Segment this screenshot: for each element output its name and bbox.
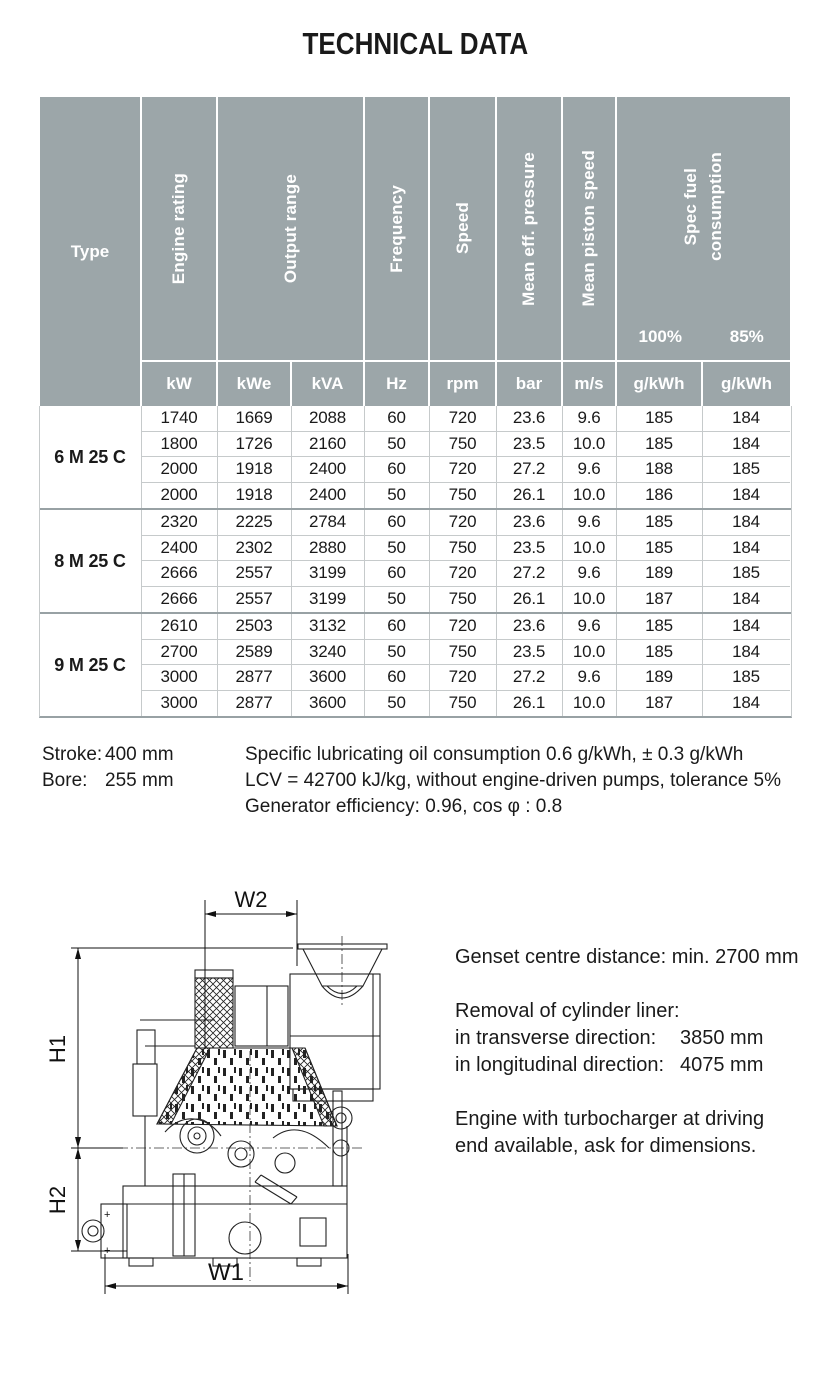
table-cell: 185 <box>703 665 790 691</box>
table-cell: 1800 <box>142 432 218 458</box>
table-cell: 2557 <box>218 587 292 613</box>
table-cell: 50 <box>365 691 430 717</box>
table-header <box>40 97 790 406</box>
dim-label-h2: H2 <box>45 1185 70 1215</box>
table-cell: 187 <box>617 587 703 613</box>
unit-gkwh-85: g/kWh <box>703 360 790 406</box>
table-cell: 1918 <box>218 483 292 509</box>
table-cell: 2000 <box>142 483 218 509</box>
table-cell: 10.0 <box>563 640 617 666</box>
table-cell: 60 <box>365 561 430 587</box>
table-cell: 187 <box>617 691 703 717</box>
table-cell: 2302 <box>218 536 292 562</box>
svg-text:+: + <box>104 1209 111 1221</box>
table-cell: 50 <box>365 536 430 562</box>
table-cell: 3000 <box>142 691 218 717</box>
table-cell: 3199 <box>292 561 365 587</box>
table-cell: 60 <box>365 510 430 536</box>
table-cell: 184 <box>703 640 790 666</box>
unit-ms: m/s <box>563 360 617 406</box>
unit-kva: kVA <box>292 360 365 406</box>
note-lcv: LCV = 42700 kJ/kg, without engine-driven pumps, tolerance 5% <box>245 770 782 791</box>
header-output-range: Output range <box>218 97 365 360</box>
table-cell: 2503 <box>218 614 292 640</box>
table-cell: 26.1 <box>497 483 563 509</box>
header-mean-eff-pressure: Mean eff. pressure <box>497 97 563 360</box>
table-cell: 9.6 <box>563 510 617 536</box>
table-cell: 186 <box>617 483 703 509</box>
turbo-note-line1: Engine with turbocharger at driving <box>455 1108 765 1130</box>
table-cell: 27.2 <box>497 561 563 587</box>
table-cell: 9.6 <box>563 614 617 640</box>
table-cell: 750 <box>430 587 497 613</box>
table-cell: 2400 <box>142 536 218 562</box>
genset-distance: Genset centre distance: min. 2700 mm <box>455 946 799 968</box>
table-cell: 60 <box>365 457 430 483</box>
table-cell: 60 <box>365 614 430 640</box>
table-cell: 2225 <box>218 510 292 536</box>
note-lube-oil: Specific lubricating oil consumption 0.6 g/kWh, ± 0.3 g/kWh <box>245 744 744 765</box>
notes-block <box>42 742 781 820</box>
table-cell: 2400 <box>292 483 365 509</box>
table-cell: 2400 <box>292 457 365 483</box>
table-cell: 2666 <box>142 587 218 613</box>
table-cell: 9.6 <box>563 457 617 483</box>
table-cell: 184 <box>703 536 790 562</box>
liner-title: Removal of cylinder liner: <box>455 1000 680 1022</box>
table-cell: 2784 <box>292 510 365 536</box>
table-group <box>40 612 791 716</box>
technical-data-table <box>40 97 790 718</box>
table-cell: 23.6 <box>497 406 563 432</box>
table-cell: 2000 <box>142 457 218 483</box>
svg-text:+: + <box>104 1245 111 1257</box>
bore-value: 255 mm <box>105 770 174 791</box>
unit-hz: Hz <box>365 360 430 406</box>
table-cell: 2320 <box>142 510 218 536</box>
header-type: Type <box>40 97 142 406</box>
table-cell: 9.6 <box>563 561 617 587</box>
table-cell: 10.0 <box>563 432 617 458</box>
table-body <box>39 406 792 718</box>
table-cell: 185 <box>617 614 703 640</box>
table-cell: 2160 <box>292 432 365 458</box>
table-cell: 27.2 <box>497 457 563 483</box>
table-cell: 3000 <box>142 665 218 691</box>
unit-kw: kW <box>142 360 218 406</box>
unit-rpm: rpm <box>430 360 497 406</box>
table-cell: 184 <box>703 406 790 432</box>
table-cell: 2880 <box>292 536 365 562</box>
table-cell: 750 <box>430 640 497 666</box>
table-cell: 10.0 <box>563 483 617 509</box>
note-generator-efficiency: Generator efficiency: 0.96, cos φ : 0.8 <box>245 796 563 817</box>
table-cell: 1726 <box>218 432 292 458</box>
table-cell: 185 <box>703 561 790 587</box>
dim-label-h1: H1 <box>45 1034 70 1064</box>
table-cell: 26.1 <box>497 691 563 717</box>
header-speed: Speed <box>430 97 497 360</box>
table-cell: 2700 <box>142 640 218 666</box>
table-cell: 185 <box>617 432 703 458</box>
dim-label-w1: W1 <box>208 1259 244 1286</box>
liner-transverse: in transverse direction: 3850 mm <box>455 1027 764 1049</box>
table-cell: 2557 <box>218 561 292 587</box>
table-cell: 185 <box>617 510 703 536</box>
table-cell: 2877 <box>218 691 292 717</box>
table-cell: 189 <box>617 561 703 587</box>
table-cell: 1669 <box>218 406 292 432</box>
header-frequency: Frequency <box>365 97 430 360</box>
table-group <box>40 508 791 612</box>
table-cell: 720 <box>430 561 497 587</box>
unit-kwe: kWe <box>218 360 292 406</box>
table-cell: 750 <box>430 536 497 562</box>
table-cell: 720 <box>430 406 497 432</box>
page-title: TECHNICAL DATA <box>302 26 528 61</box>
unit-gkwh-100: g/kWh <box>617 360 703 406</box>
table-cell: 1918 <box>218 457 292 483</box>
table-cell: 60 <box>365 406 430 432</box>
table-cell: 188 <box>617 457 703 483</box>
table-cell: 750 <box>430 483 497 509</box>
table-cell: 23.5 <box>497 640 563 666</box>
unit-bar: bar <box>497 360 563 406</box>
table-cell: 185 <box>617 406 703 432</box>
header-engine-rating: Engine rating <box>142 97 218 360</box>
table-cell: 3132 <box>292 614 365 640</box>
table-cell: 184 <box>732 693 760 713</box>
liner-longitudinal: in longitudinal direction: 4075 mm <box>455 1054 764 1076</box>
table-cell: 9.6 <box>563 665 617 691</box>
sublabel-100: 100% <box>638 327 682 346</box>
table-cell: 3240 <box>292 640 365 666</box>
table-cell: 3199 <box>292 587 365 613</box>
header-load-sublabels <box>617 316 790 360</box>
table-cell: 1740 <box>142 406 218 432</box>
engine-type: 9 M 25 C <box>40 614 142 716</box>
dim-label-w2: W2 <box>234 887 268 912</box>
sublabel-85: 85% <box>729 327 764 346</box>
header-mean-piston-speed: Mean piston speed <box>563 97 617 360</box>
table-cell: 10.0 <box>563 691 617 717</box>
turbo-note-line2: end available, ask for dimensions. <box>455 1135 757 1157</box>
table-cell: 50 <box>365 640 430 666</box>
table-cell: 720 <box>430 457 497 483</box>
table-cell: 60 <box>365 665 430 691</box>
table-cell: 3600 <box>292 665 365 691</box>
table-cell: 750 <box>430 432 497 458</box>
table-cell: 50 <box>365 432 430 458</box>
engine-drawing <box>45 886 435 1323</box>
table-cell: 2088 <box>292 406 365 432</box>
table-cell: 184 <box>703 510 790 536</box>
table-cell: 23.6 <box>497 510 563 536</box>
table-cell: 9.6 <box>563 406 617 432</box>
table-cell: 2589 <box>218 640 292 666</box>
engine-type: 6 M 25 C <box>40 406 142 508</box>
table-cell: 10.0 <box>563 536 617 562</box>
bore-label: Bore: <box>42 770 88 791</box>
table-cell: 750 <box>430 691 497 717</box>
table-cell: 2666 <box>142 561 218 587</box>
table-cell: 185 <box>617 536 703 562</box>
table-cell: 189 <box>617 665 703 691</box>
stroke-label: Stroke: <box>42 744 103 765</box>
table-cell: 23.5 <box>497 432 563 458</box>
table-cell: 184 <box>703 432 790 458</box>
table-cell: 50 <box>365 587 430 613</box>
table-cell: 10.0 <box>563 587 617 613</box>
table-cell: 27.2 <box>497 665 563 691</box>
table-cell: 184 <box>732 485 760 505</box>
table-cell: 184 <box>732 589 760 609</box>
table-cell: 185 <box>617 640 703 666</box>
table-cell: 23.5 <box>497 536 563 562</box>
stroke-value: 400 mm <box>105 744 174 765</box>
table-cell: 2877 <box>218 665 292 691</box>
table-cell: 720 <box>430 614 497 640</box>
table-cell: 184 <box>703 614 790 640</box>
table-cell: 720 <box>430 665 497 691</box>
engine-type: 8 M 25 C <box>40 510 142 612</box>
table-cell: 185 <box>703 457 790 483</box>
table-cell: 23.6 <box>497 614 563 640</box>
header-spec-fuel-consumption: Spec fuel consumption <box>617 97 790 316</box>
table-cell: 50 <box>365 483 430 509</box>
table-cell: 3600 <box>292 691 365 717</box>
table-cell: 26.1 <box>497 587 563 613</box>
table-cell: 720 <box>430 510 497 536</box>
table-group <box>40 406 791 508</box>
info-block <box>455 944 815 1160</box>
table-cell: 2610 <box>142 614 218 640</box>
